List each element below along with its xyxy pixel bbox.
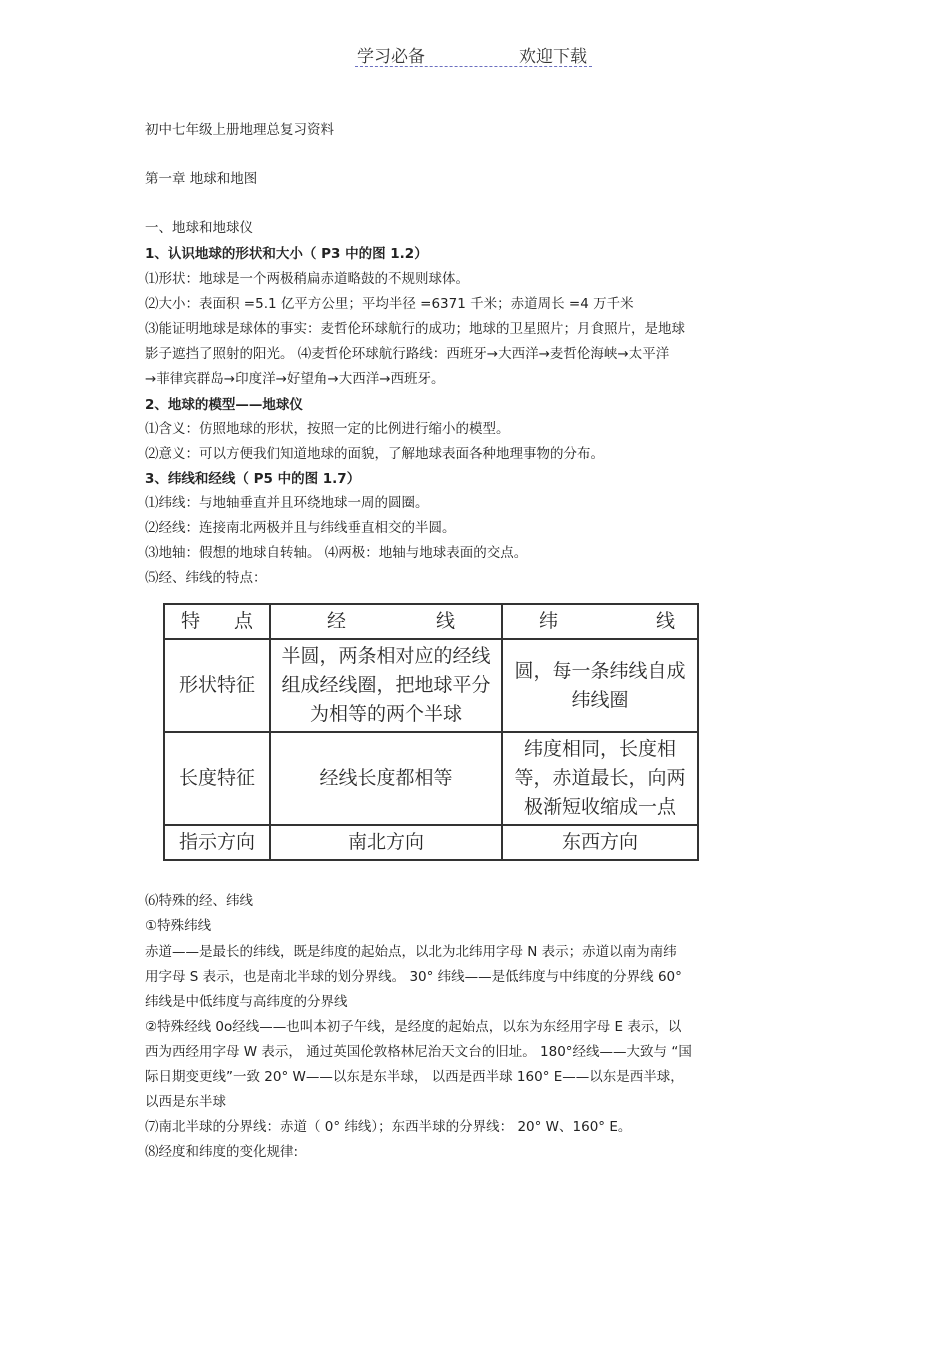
page-header: [355, 40, 592, 67]
table-row: [164, 825, 698, 860]
text-line: ⑻经度和纬度的变化规律:: [145, 1144, 299, 1160]
table-cell-parallel: 纬度相同，长度相等，赤道最长，向两极渐短收缩成一点: [502, 732, 698, 825]
text-line: 影子遮挡了照射的阳光。 ⑷麦哲伦环球航行路线：西班牙→大西洋→麦哲伦海峡→太平洋: [145, 346, 670, 362]
table-cell-label: 长度特征: [164, 732, 270, 825]
text-line: ⑶能证明地球是球体的事实：麦哲伦环球航行的成功；地球的卫星照片；月食照片，是地球: [145, 321, 685, 337]
table-header-cell: 纬 线: [502, 604, 698, 639]
subheading-latitude-longitude: 3、纬线和经线（ P5 中的图 1.7）: [145, 471, 361, 487]
table-cell-parallel: 东西方向: [502, 825, 698, 860]
header-right-text: 欢迎下载: [519, 47, 587, 67]
subheading-globe-model: 2、地球的模型——地球仪: [145, 397, 303, 413]
subheading-shape-size: 1、认识地球的形状和大小（ P3 中的图 1.2）: [145, 246, 428, 262]
text-line: ⑵大小：表面积 =5.1 亿平方公里；平均半径 =6371 千米；赤道周长 =4 万千米: [145, 296, 634, 312]
section-title: 一、地球和地球仪: [145, 220, 253, 236]
text-line: 赤道——是最长的纬线，既是纬度的起始点，以北为北纬用字母 N 表示；赤道以南为南纬: [145, 944, 677, 960]
text-line: ⑸经、纬线的特点：: [145, 570, 267, 586]
text-line: ⑹特殊的经、纬线: [145, 893, 253, 909]
text-line: ⑴纬线：与地轴垂直并且环绕地球一周的圆圈。: [145, 495, 429, 511]
text-line: 际日期变更线”一致 20° W——以东是东半球， 以西是西半球 160° E——以东是西半球，: [145, 1069, 684, 1085]
text-line: ⑶地轴：假想的地球自转轴。 ⑷两极：地轴与地球表面的交点。: [145, 545, 528, 561]
text-line: 西为西经用字母 W 表示， 通过英国伦敦格林尼治天文台的旧址。 180°经线——大致与 “国: [145, 1044, 692, 1060]
table-cell-label: 形状特征: [164, 639, 270, 732]
text-line: ⑴含义：仿照地球的形状，按照一定的比例进行缩小的模型。: [145, 421, 510, 437]
features-table: [163, 603, 699, 861]
table-header-cell: 特 点: [164, 604, 270, 639]
table-row: [164, 639, 698, 732]
text-line: ①特殊纬线: [145, 918, 212, 934]
text-line: ⑺南北半球的分界线：赤道（ 0° 纬线）；东西半球的分界线： 20° W、160° E。: [145, 1119, 632, 1135]
table-header-row: [164, 604, 698, 639]
text-line: →菲律宾群岛→印度洋→好望角→大西洋→西班牙。: [145, 371, 445, 387]
text-line: 以西是东半球: [145, 1094, 226, 1110]
chapter-title: 第一章 地球和地图: [145, 171, 258, 187]
text-line: ⑵经线：连接南北两极并且与纬线垂直相交的半圆。: [145, 520, 456, 536]
document-title: 初中七年级上册地理总复习资料: [145, 122, 334, 138]
table-row: [164, 732, 698, 825]
table-cell-meridian: 半圆，两条相对应的经线组成经线圈，把地球平分为相等的两个半球: [270, 639, 502, 732]
header-left-text: 学习必备: [357, 47, 425, 67]
table-header-cell: 经 线: [270, 604, 502, 639]
text-line: ⑴形状：地球是一个两极稍扁赤道略鼓的不规则球体。: [145, 271, 469, 287]
table-cell-label: 指示方向: [164, 825, 270, 860]
table-cell-meridian: 经线长度都相等: [270, 732, 502, 825]
table-cell-meridian: 南北方向: [270, 825, 502, 860]
text-line: 纬线是中低纬度与高纬度的分界线: [145, 994, 348, 1010]
text-line: 用字母 S 表示，也是南北半球的划分界线。 30° 纬线——是低纬度与中纬度的分界线 60°: [145, 969, 682, 985]
text-line: ②特殊经线 0o经线——也叫本初子午线，是经度的起始点，以东为东经用字母 E 表示，以: [145, 1019, 682, 1035]
text-line: ⑵意义：可以方便我们知道地球的面貌，了解地球表面各种地理事物的分布。: [145, 446, 604, 462]
table-cell-parallel: 圆，每一条纬线自成纬线圈: [502, 639, 698, 732]
